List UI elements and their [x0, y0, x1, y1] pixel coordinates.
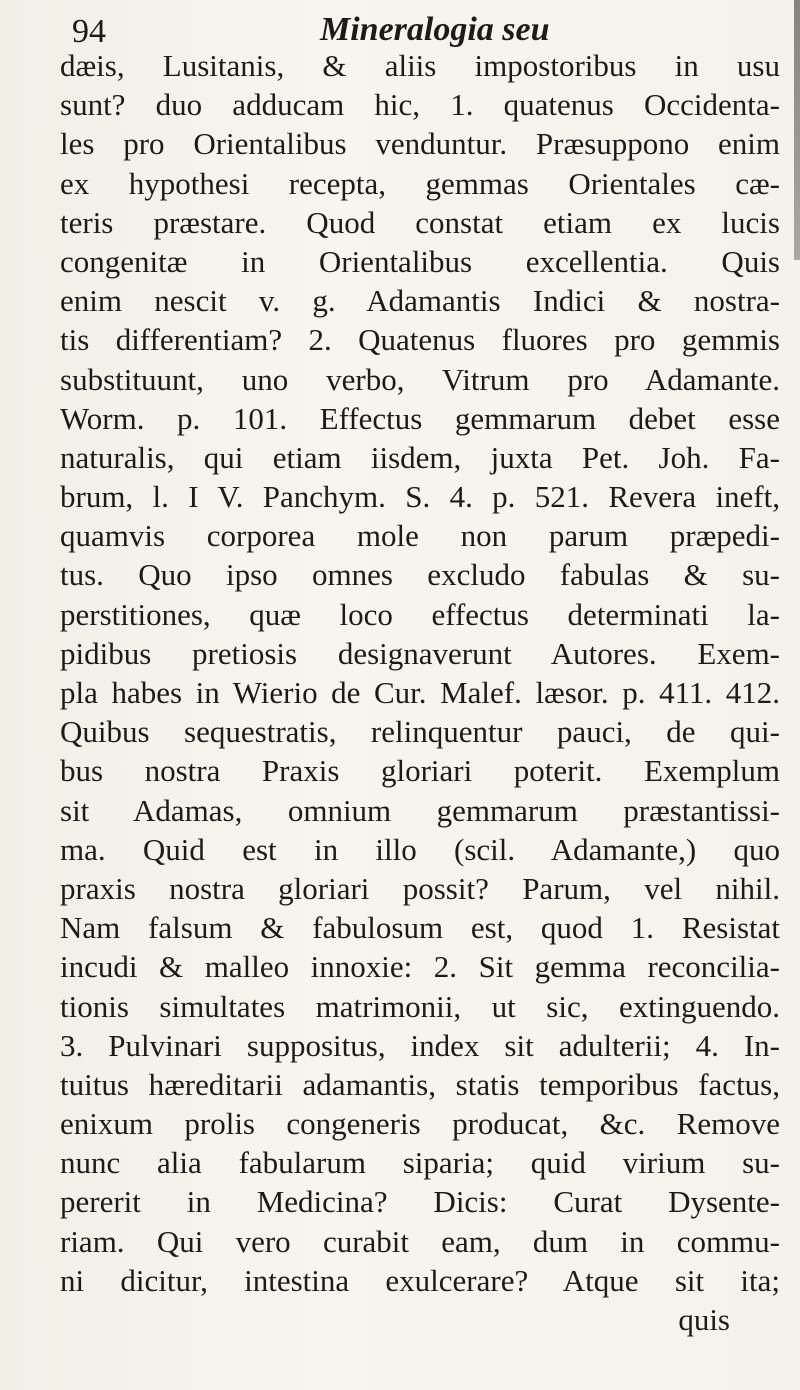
page-number: 94 [72, 13, 106, 50]
text-line: Worm. p. 101. Effectus gemmarum debet esse [60, 400, 780, 436]
text-line: Quibus sequestratis, relinquentur pauci, de qui- [60, 714, 780, 750]
text-line: pidibus pretiosis designaverunt Autores. Exem- [60, 635, 780, 671]
text-line: perstitiones, quæ loco effectus determinati la- [60, 596, 780, 632]
page-edge-shadow [794, 0, 800, 260]
text-line: substituunt, uno verbo, Vitrum pro Adamante. [60, 361, 780, 397]
text-line: brum, l. I V. Panchym. S. 4. p. 521. Revera ineft, [60, 479, 780, 515]
text-line: pla habes in Wierio de Cur. Malef. læsor. p. 411. 412. [60, 675, 780, 710]
text-line: sit Adamas, omnium gemmarum præstantissi- [60, 792, 780, 828]
text-line: 3. Pulvinari suppositus, index sit adulterii; 4. In- [60, 1027, 780, 1063]
text-line: naturalis, qui etiam iisdem, juxta Pet. Joh. Fa- [60, 439, 780, 475]
text-line: congenitæ in Orientalibus excellentia. Quis [60, 243, 780, 279]
page-header [72, 10, 772, 50]
text-line: tionis simultates matrimonii, ut sic, extinguendo. [60, 988, 780, 1024]
text-line: ni dicitur, intestina exulcerare? Atque sit ita; [60, 1262, 780, 1298]
running-title: Mineralogia seu [320, 11, 550, 48]
text-line: bus nostra Praxis gloriari poterit. Exemplum [60, 753, 780, 789]
body-text [60, 46, 780, 1339]
text-line: dæis, Lusitanis, & aliis impostoribus in usu [60, 48, 780, 83]
text-line: pererit in Medicina? Dicis: Curat Dysente- [60, 1184, 780, 1220]
text-line: enixum prolis congeneris producat, &c. Remove [60, 1106, 780, 1142]
text-line: tis differentiam? 2. Quatenus fluores pro gemmis [60, 322, 780, 358]
text-line: tuitus hæreditarii adamantis, statis temporibus factus, [60, 1066, 780, 1102]
text-line: Nam falsum & fabulosum est, quod 1. Resistat [60, 910, 780, 946]
catchword: quis [678, 1302, 730, 1337]
text-line: ma. Quid est in illo (scil. Adamante,) quo [60, 831, 780, 867]
text-line: riam. Qui vero curabit eam, dum in commu- [60, 1223, 780, 1259]
text-line: tus. Quo ipso omnes excludo fabulas & su- [60, 557, 780, 593]
text-line: sunt? duo adducam hic, 1. quatenus Occidenta- [60, 87, 780, 123]
text-line: praxis nostra gloriari possit? Parum, vel nihil. [60, 870, 780, 906]
text-line: nunc alia fabularum siparia; quid virium su- [60, 1145, 780, 1181]
text-line: les pro Orientalibus venduntur. Præsuppono enim [60, 126, 780, 162]
text-line: enim nescit v. g. Adamantis Indici & nostra- [60, 283, 780, 319]
text-line: ex hypothesi recepta, gemmas Orientales cæ- [60, 165, 780, 201]
text-line: incudi & malleo innoxie: 2. Sit gemma reconcilia- [60, 949, 780, 985]
text-line: teris præstare. Quod constat etiam ex lucis [60, 204, 780, 240]
text-line: quamvis corporea mole non parum præpedi- [60, 518, 780, 554]
